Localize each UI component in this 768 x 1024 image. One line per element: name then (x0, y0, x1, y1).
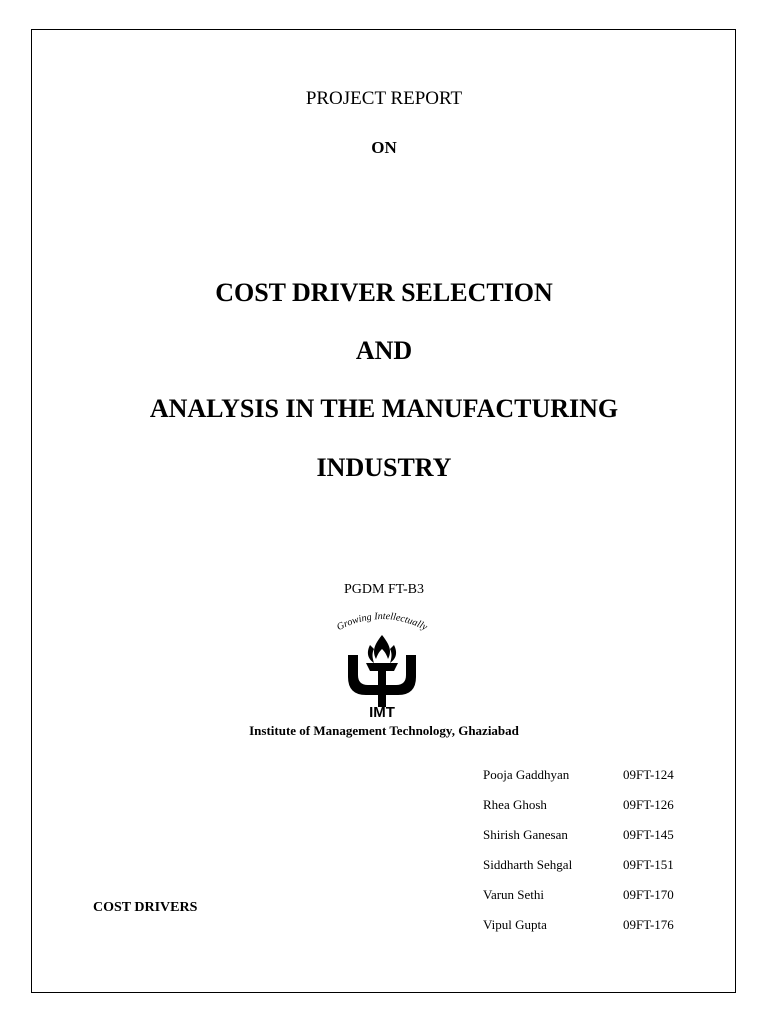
footer-label: COST DRIVERS (93, 900, 198, 915)
member-roll: 09FT-124 (623, 767, 674, 782)
title-line-2: AND (355, 336, 413, 365)
page-border (31, 29, 736, 993)
logo-wordmark: IMT (369, 704, 395, 721)
title-line-4: INDUSTRY (316, 453, 452, 482)
member-name: Rhea Ghosh (483, 797, 547, 812)
logo-tagline: Growing Intellectually (335, 610, 429, 634)
torch-emblem-icon (348, 635, 416, 707)
batch-label: PGDM FT-B3 (343, 582, 424, 597)
member-roll: 09FT-176 (623, 917, 674, 932)
title-line-1: COST DRIVER SELECTION (215, 278, 553, 307)
member-name: Siddharth Sehgal (483, 857, 573, 872)
institute-name: Institute of Management Technology, Ghaziabad (249, 723, 519, 738)
member-roll: 09FT-170 (623, 887, 674, 902)
member-name: Varun Sethi (483, 887, 545, 902)
imt-logo (328, 605, 436, 721)
member-name: Pooja Gaddhyan (483, 767, 570, 782)
report-label: PROJECT REPORT (305, 88, 463, 109)
member-roll: 09FT-145 (623, 827, 674, 842)
member-name: Shirish Ganesan (483, 827, 568, 842)
member-roll: 09FT-126 (623, 797, 674, 812)
member-roll: 09FT-151 (623, 857, 674, 872)
member-name: Vipul Gupta (483, 917, 547, 932)
report-on: ON (371, 138, 397, 157)
title-line-3: ANALYSIS IN THE MANUFACTURING (149, 394, 619, 423)
